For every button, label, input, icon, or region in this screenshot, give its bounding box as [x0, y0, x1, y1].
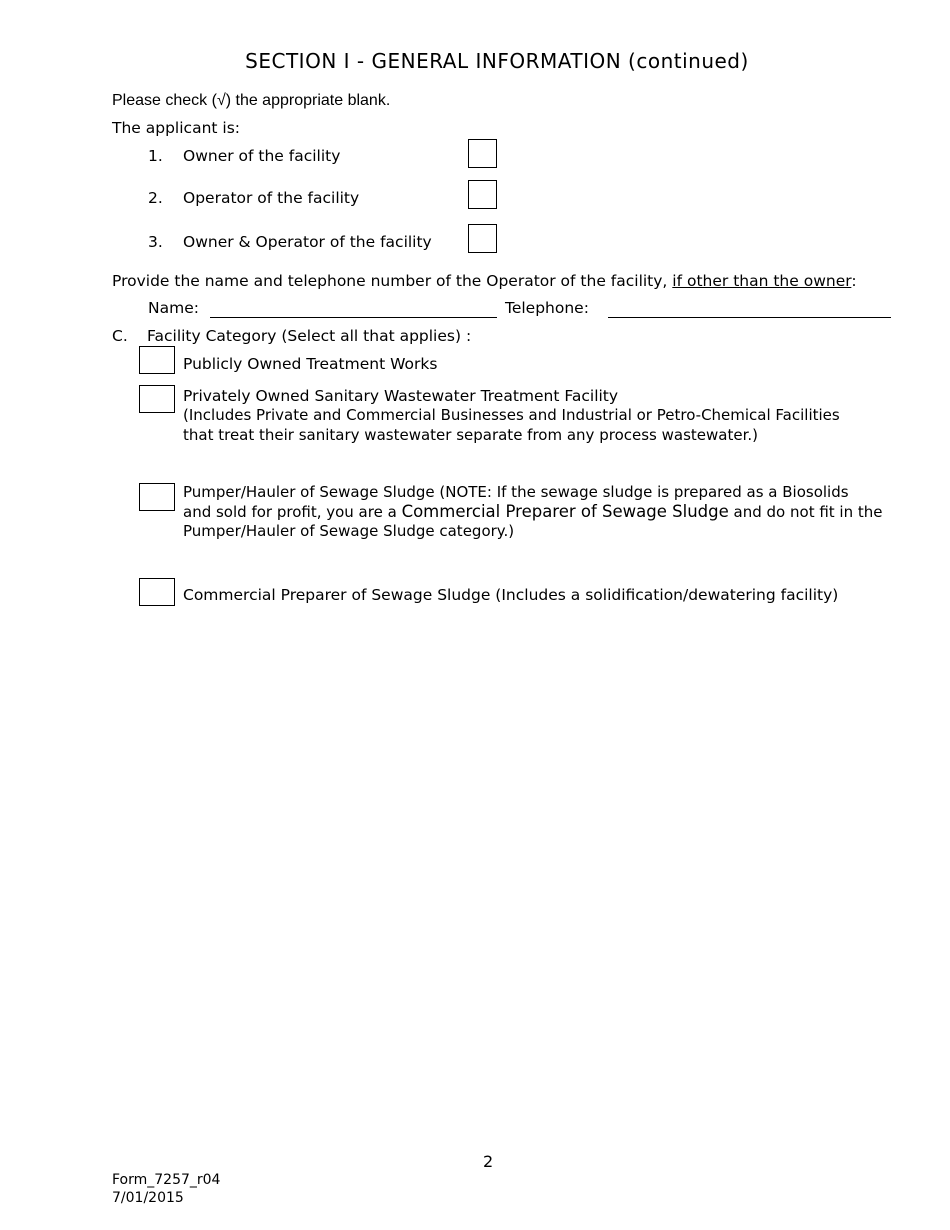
potw-label: Publicly Owned Treatment Works — [183, 355, 438, 373]
form-id: Form_7257_r04 — [112, 1172, 221, 1188]
form-date: 7/01/2015 — [112, 1190, 184, 1206]
pumper-hauler-note-line: and sold for profit, you are a Commercial Preparer of Sewage Sludge and do not fit in the — [183, 502, 883, 521]
applicant-label: The applicant is: — [112, 119, 240, 137]
pumper-hauler-label: Pumper/Hauler of Sewage Sludge (NOTE: If the sewage sludge is prepared as a Biosolids — [183, 483, 849, 501]
pumper-hauler-note-end: Pumper/Hauler of Sewage Sludge category.) — [183, 522, 515, 540]
if-other-than-owner-text: if other than the owner — [672, 272, 852, 290]
telephone-field[interactable] — [608, 317, 891, 318]
private-sanitary-checkbox[interactable] — [139, 385, 175, 413]
name-label: Name: — [148, 299, 199, 317]
private-sanitary-desc-line2: that treat their sanitary wastewater separate from any process wastewater.) — [183, 426, 758, 444]
name-field[interactable] — [210, 317, 497, 318]
telephone-label: Telephone: — [505, 299, 589, 317]
facility-category-label: Facility Category (Select all that applies) : — [147, 327, 472, 345]
instruction-text: Please check (√) the appropriate blank. — [112, 92, 391, 109]
applicant-option-1-label: Owner of the facility — [183, 147, 341, 165]
owner-checkbox[interactable] — [468, 139, 497, 168]
private-sanitary-label: Privately Owned Sanitary Wastewater Treatment Facility — [183, 387, 619, 405]
potw-checkbox[interactable] — [139, 346, 175, 374]
commercial-preparer-emphasis: Commercial Preparer of Sewage Sludge — [401, 502, 729, 521]
commercial-preparer-checkbox[interactable] — [139, 578, 175, 606]
operator-checkbox[interactable] — [468, 180, 497, 209]
applicant-option-3-label: Owner & Operator of the facility — [183, 233, 432, 251]
page-title: SECTION I - GENERAL INFORMATION (continued) — [245, 49, 749, 73]
section-c-letter: C. — [112, 327, 128, 345]
applicant-option-3-number: 3. — [148, 233, 163, 251]
applicant-option-1-number: 1. — [148, 147, 163, 165]
owner-operator-checkbox[interactable] — [468, 224, 497, 253]
pumper-hauler-checkbox[interactable] — [139, 483, 175, 511]
page-number: 2 — [483, 1152, 494, 1171]
applicant-option-2-label: Operator of the facility — [183, 189, 360, 207]
commercial-preparer-label: Commercial Preparer of Sewage Sludge (Includes a solidification/dewatering facility) — [183, 586, 839, 604]
operator-contact-prompt: Provide the name and telephone number of the Operator of the facility, if other than the owner: — [112, 272, 857, 290]
applicant-option-2-number: 2. — [148, 189, 163, 207]
private-sanitary-desc-line1: (Includes Private and Commercial Businesses and Industrial or Petro-Chemical Facilities — [183, 406, 840, 424]
